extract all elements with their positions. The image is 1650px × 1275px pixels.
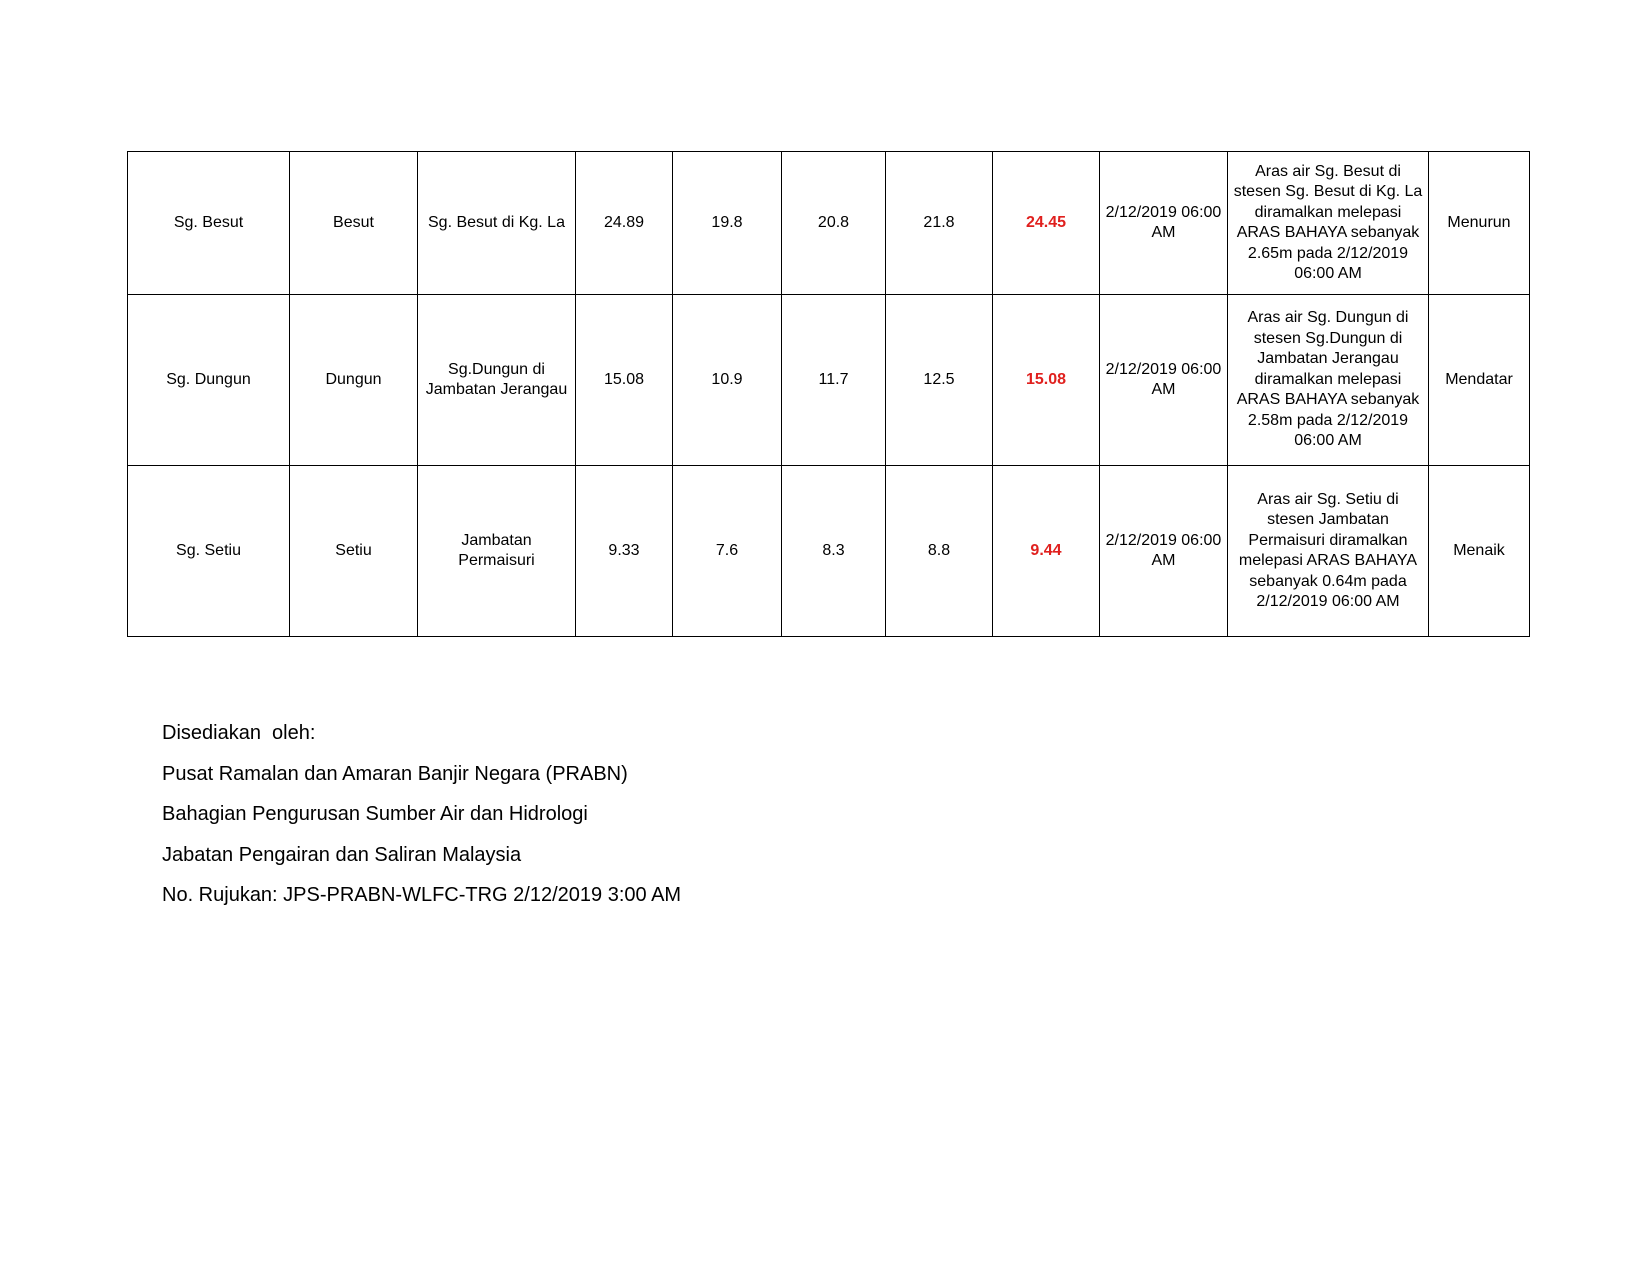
description-cell: Aras air Sg. Besut di stesen Sg. Besut di Kg. La diramalkan melepasi ARAS BAHAYA sebanyak 2.65m pada 2/12/2019 06:00 AM — [1228, 152, 1429, 295]
trend-cell: Menurun — [1429, 152, 1530, 295]
forecast-level-cell: 9.44 — [993, 466, 1100, 637]
alert-level-cell: 11.7 — [782, 295, 886, 466]
river-cell: Sg. Dungun — [128, 295, 290, 466]
district-cell: Setiu — [290, 466, 418, 637]
forecast-time-cell: 2/12/2019 06:00 AM — [1100, 466, 1228, 637]
division-name: Bahagian Pengurusan Sumber Air dan Hidrologi — [162, 803, 588, 825]
alert-level-cell: 8.3 — [782, 466, 886, 637]
current-level-cell: 24.89 — [576, 152, 673, 295]
forecast-time-cell: 2/12/2019 06:00 AM — [1100, 152, 1228, 295]
station-cell: Sg.Dungun di Jambatan Jerangau — [418, 295, 576, 466]
current-level-cell: 9.33 — [576, 466, 673, 637]
table-row — [128, 466, 1530, 637]
warning-level-cell: 21.8 — [886, 152, 993, 295]
current-level-cell: 15.08 — [576, 295, 673, 466]
forecast-level-cell: 24.45 — [993, 152, 1100, 295]
district-cell: Besut — [290, 152, 418, 295]
forecast-level-cell: 15.08 — [993, 295, 1100, 466]
prepared-by-label: Disediakan oleh: — [162, 722, 316, 744]
normal-level-cell: 19.8 — [673, 152, 782, 295]
river-cell: Sg. Setiu — [128, 466, 290, 637]
normal-level-cell: 7.6 — [673, 466, 782, 637]
table-row — [128, 152, 1530, 295]
forecast-time-cell: 2/12/2019 06:00 AM — [1100, 295, 1228, 466]
prepared-by-block — [162, 713, 681, 916]
warning-level-cell: 12.5 — [886, 295, 993, 466]
station-cell: Jambatan Permaisuri — [418, 466, 576, 637]
department-name: Jabatan Pengairan dan Saliran Malaysia — [162, 843, 522, 866]
agency-name: Pusat Ramalan dan Amaran Banjir Negara (PRABN) — [162, 762, 628, 785]
table-row — [128, 295, 1530, 466]
alert-level-cell: 20.8 — [782, 152, 886, 295]
flood-forecast-table — [127, 151, 1530, 637]
district-cell: Dungun — [290, 295, 418, 466]
station-cell: Sg. Besut di Kg. La — [418, 152, 576, 295]
description-cell: Aras air Sg. Dungun di stesen Sg.Dungun di Jambatan Jerangau diramalkan melepasi ARAS BAHAYA sebanyak 2.58m pada 2/12/2019 06:00 AM — [1228, 295, 1429, 466]
reference-number: No. Rujukan: JPS-PRABN-WLFC-TRG 2/12/2019 3:00 AM — [162, 884, 682, 906]
description-cell: Aras air Sg. Setiu di stesen Jambatan Permaisuri diramalkan melepasi ARAS BAHAYA sebanyak 0.64m pada 2/12/2019 06:00 AM — [1228, 466, 1429, 637]
trend-cell: Menaik — [1429, 466, 1530, 637]
warning-level-cell: 8.8 — [886, 466, 993, 637]
river-cell: Sg. Besut — [128, 152, 290, 295]
trend-cell: Mendatar — [1429, 295, 1530, 466]
normal-level-cell: 10.9 — [673, 295, 782, 466]
